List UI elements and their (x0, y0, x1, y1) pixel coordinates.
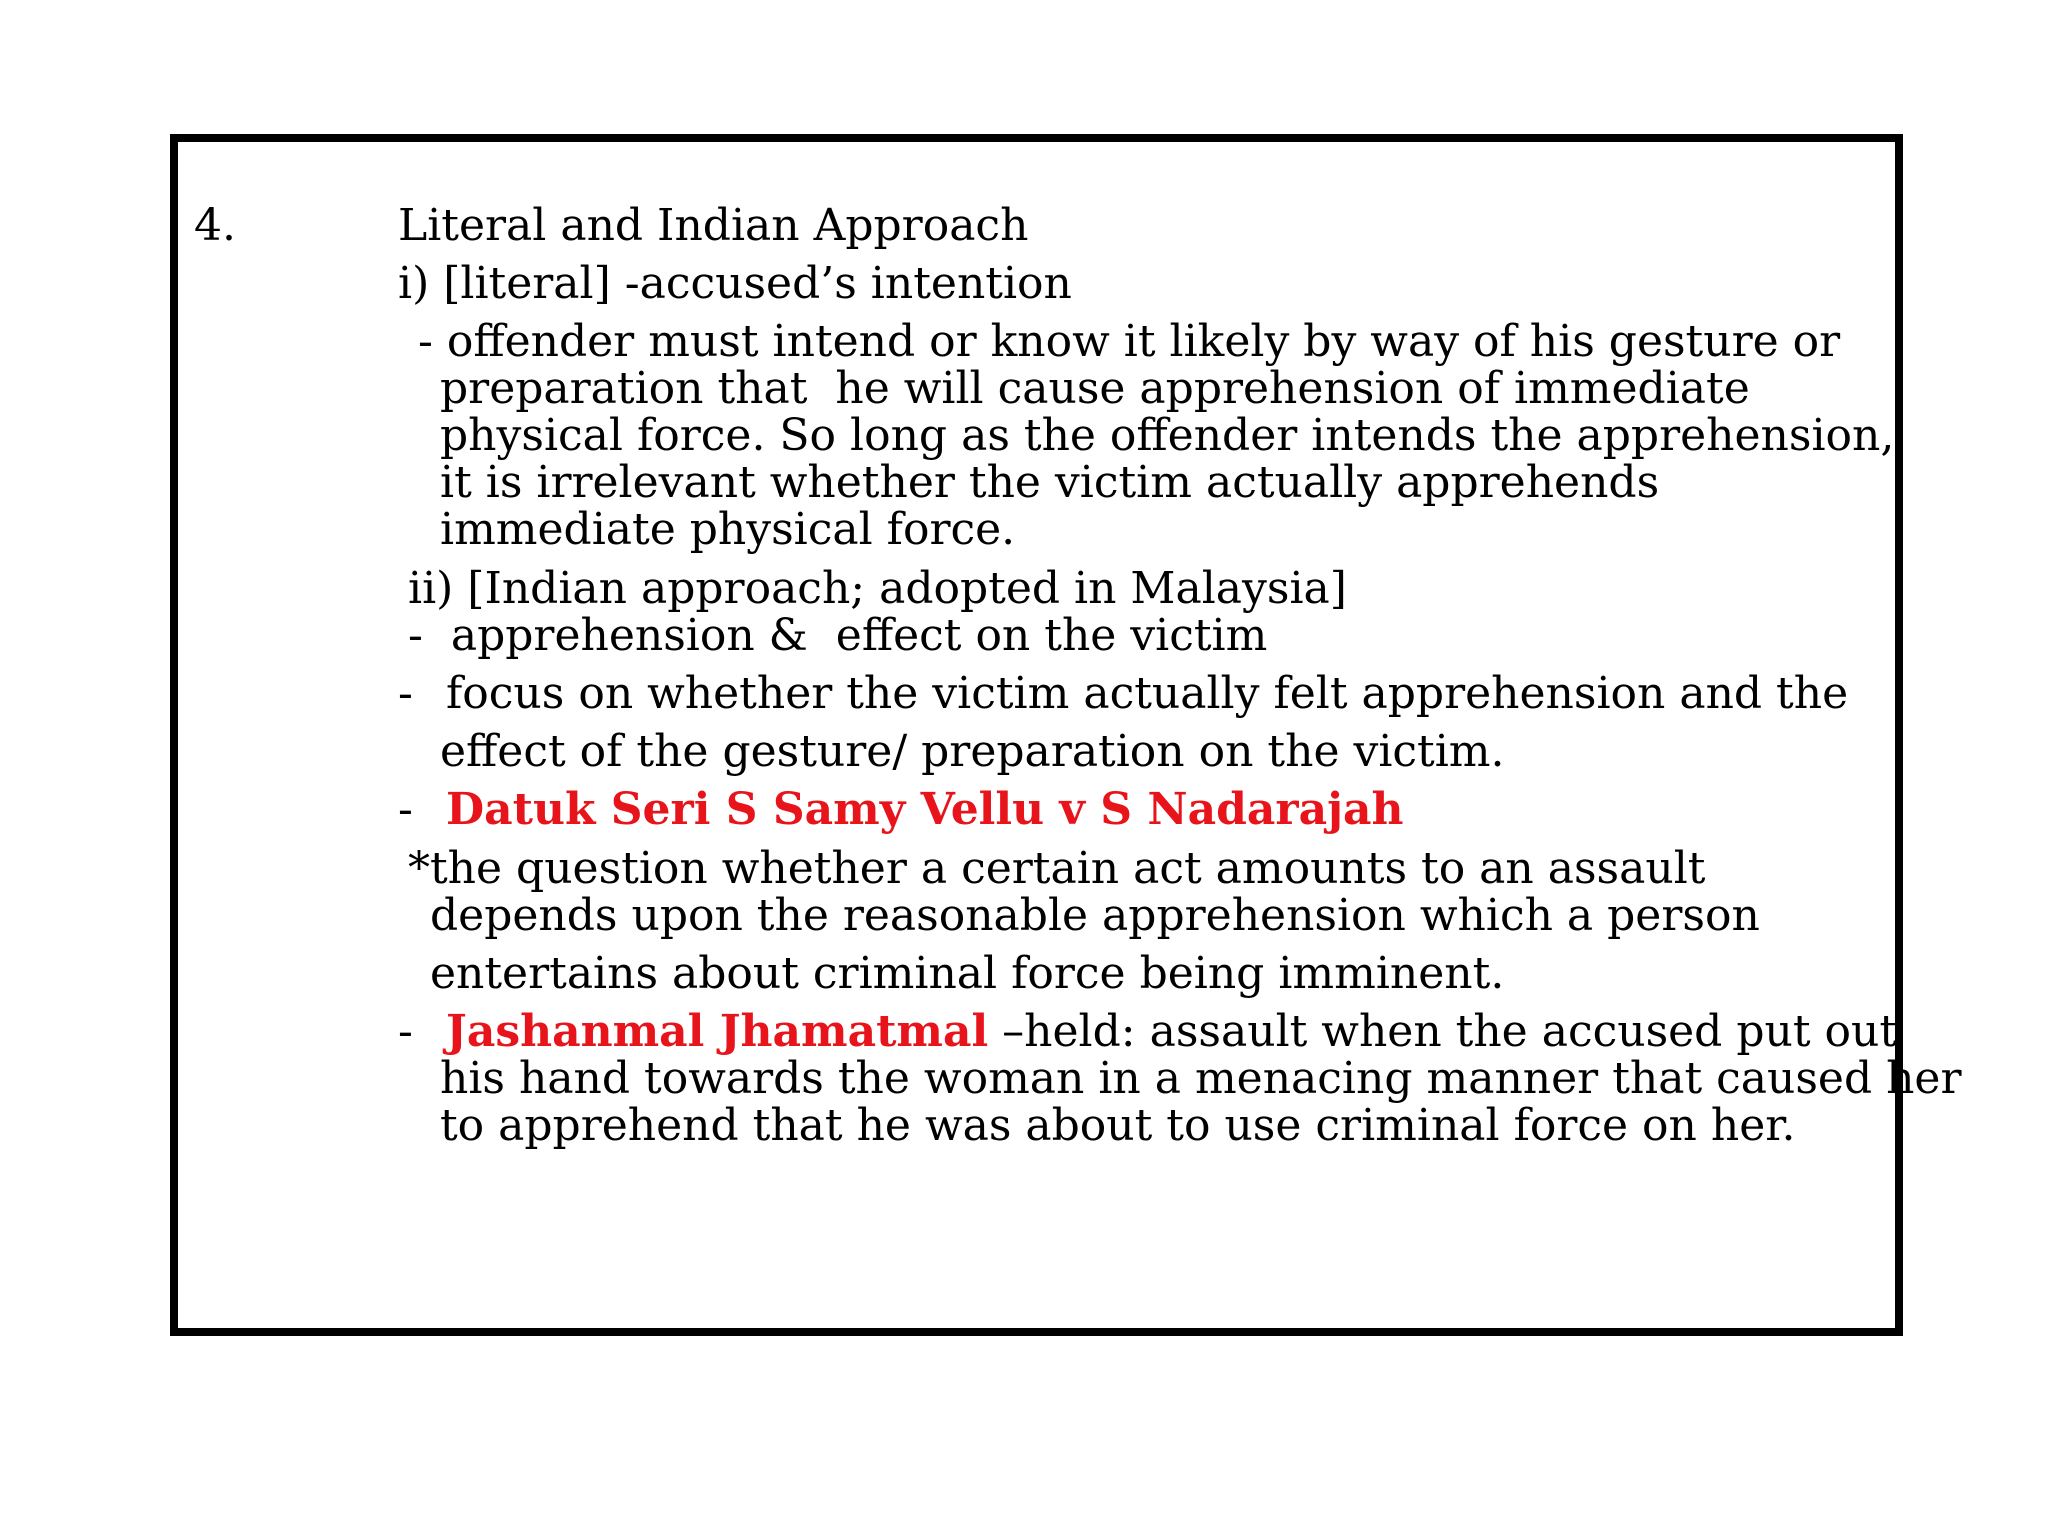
bullet-dash: - (398, 668, 413, 719)
literal-approach-label: i) [literal] -accused’s intention (398, 258, 1072, 309)
bullet-dash: - (398, 784, 413, 835)
case-quote-line: depends upon the reasonable apprehension which a person (430, 890, 1760, 941)
indian-point-line: effect of the gesture/ preparation on the victim. (440, 726, 1505, 777)
case-name-jashanmal: Jashanmal Jhamatmal (446, 1006, 989, 1057)
case-held-line: his hand towards the woman in a menacing manner that caused her (440, 1053, 1962, 1104)
case-name-samy-vellu: Datuk Seri S Samy Vellu v S Nadarajah (446, 784, 1404, 835)
case-line-jashanmal (398, 1008, 413, 1055)
slide-heading: Literal and Indian Approach (398, 200, 1029, 251)
literal-text-line: it is irrelevant whether the victim actually apprehends (440, 457, 1660, 508)
indian-point-line: - apprehension & effect on the victim (408, 610, 1268, 661)
case-quote-line: *the question whether a certain act amounts to an assault (408, 843, 1706, 894)
case-held-line: to apprehend that he was about to use criminal force on her. (440, 1100, 1796, 1151)
literal-text-line: physical force. So long as the offender intends the apprehension, (440, 410, 1895, 461)
bullet-dash: - (398, 1006, 413, 1057)
case-quote-line: entertains about criminal force being imminent. (430, 948, 1505, 999)
case-held-text: –held: assault when the accused put out (988, 1006, 1898, 1057)
literal-text-line: - offender must intend or know it likely by way of his gesture or (418, 316, 1841, 367)
item-number: 4. (194, 200, 236, 251)
literal-text-line: immediate physical force. (440, 504, 1016, 555)
indian-approach-label: ii) [Indian approach; adopted in Malaysia] (408, 563, 1347, 614)
indian-point-line: focus on whether the victim actually felt apprehension and the (446, 668, 1849, 719)
literal-text-line: preparation that he will cause apprehension of immediate (440, 363, 1750, 414)
case-line-jashanmal (446, 1008, 1897, 1055)
